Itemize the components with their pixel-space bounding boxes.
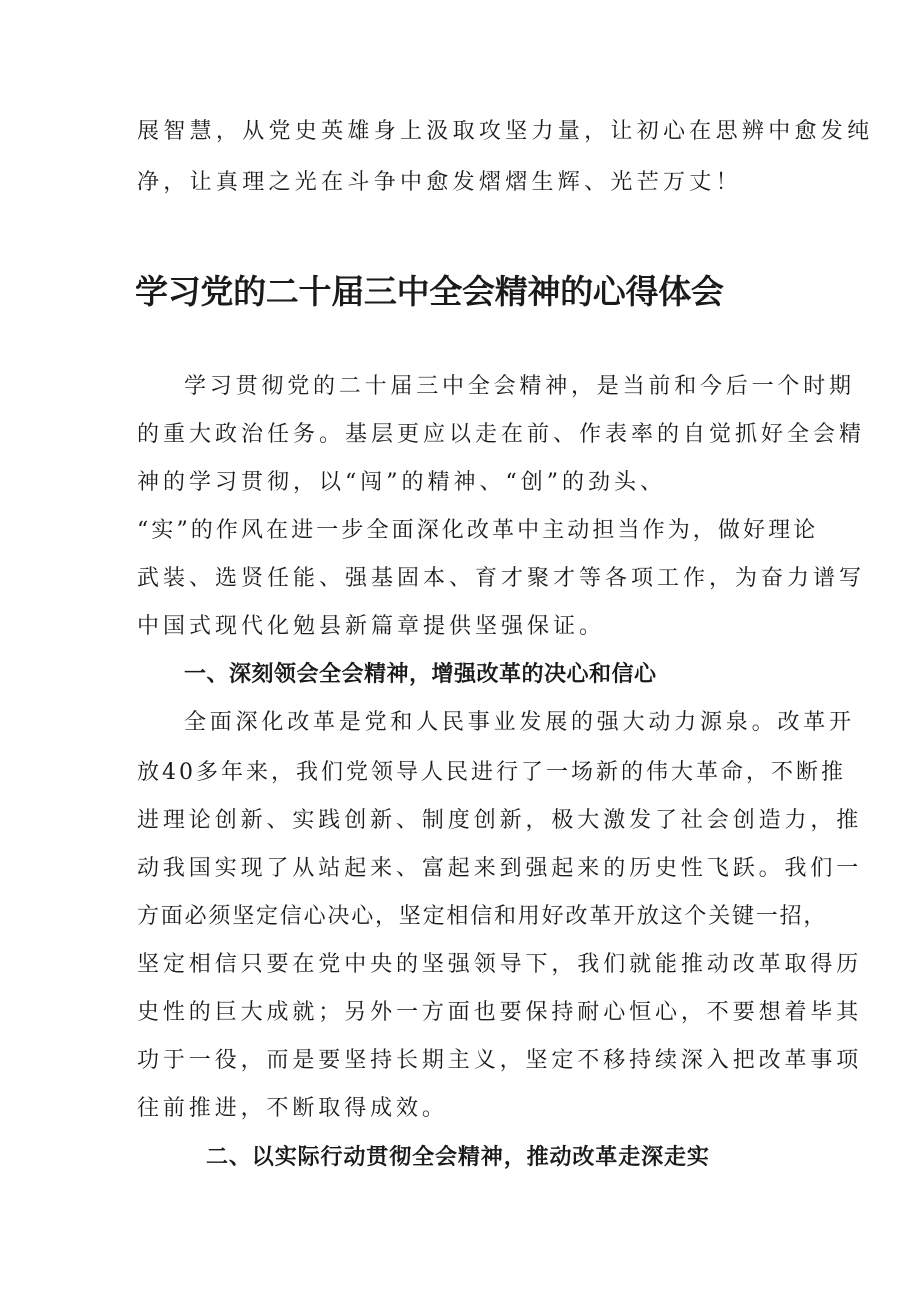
section-heading-1: 一、深刻领会全会精神，增强改革的决心和信心 — [184, 662, 657, 687]
paragraph-2-line-5: 方面必须坚定信心决心，坚定相信和用好改革开放这个关键一招， — [137, 904, 828, 929]
paragraph-2-line-6: 坚定相信只要在党中央的坚强领导下，我们就能推动改革取得历 — [137, 952, 863, 977]
intro-line-2: 净，让真理之光在斗争中愈发熠熠生辉、光芒万丈！ — [137, 170, 742, 195]
paragraph-1-line-6: 中国式现代化勉县新篇章提供坚强保证。 — [137, 614, 606, 639]
paragraph-2-line-2: 放40多年来，我们党领导人民进行了一场新的伟大革命，不断推 — [137, 760, 846, 785]
section-heading-2: 二、以实际行动贯彻全会精神，推动改革走深走实 — [206, 1145, 710, 1170]
paragraph-1-line-2: 的重大政治任务。基层更应以走在前、作表率的自觉抓好全会精 — [137, 422, 866, 447]
paragraph-2-line-8: 功于一役，而是要坚持长期主义，坚定不移持续深入把改革事项 — [137, 1048, 863, 1073]
paragraph-2-line-7: 史性的巨大成就；另外一方面也要保持耐心恒心，不要想着毕其 — [137, 1000, 863, 1025]
paragraph-1-line-3: 神的学习贯彻，以“闯”的精神、“创”的劲头、 — [137, 470, 666, 495]
intro-line-1: 展智慧，从党史英雄身上汲取攻坚力量，让初心在思辨中愈发纯 — [137, 119, 874, 144]
paragraph-2-line-1: 全面深化改革是党和人民事业发展的强大动力源泉。改革开 — [184, 710, 855, 735]
paragraph-1-line-4: “实”的作风在进一步全面深化改革中主动担当作为，做好理论 — [137, 518, 819, 543]
paragraph-2-line-4: 动我国实现了从站起来、富起来到强起来的历史性飞跃。我们一 — [137, 856, 863, 881]
paragraph-1-line-1: 学习贯彻党的二十届三中全会精神，是当前和今后一个时期 — [184, 374, 855, 399]
document-title: 学习党的二十届三中全会精神的心得体会 — [135, 272, 724, 311]
paragraph-1-line-5: 武装、选贤任能、强基固本、育才聚才等各项工作，为奋力谱写 — [137, 566, 866, 591]
paragraph-2-line-9: 往前推进，不断取得成效。 — [137, 1096, 448, 1121]
paragraph-2-line-3: 进理论创新、实践创新、制度创新，极大激发了社会创造力，推 — [137, 808, 863, 833]
